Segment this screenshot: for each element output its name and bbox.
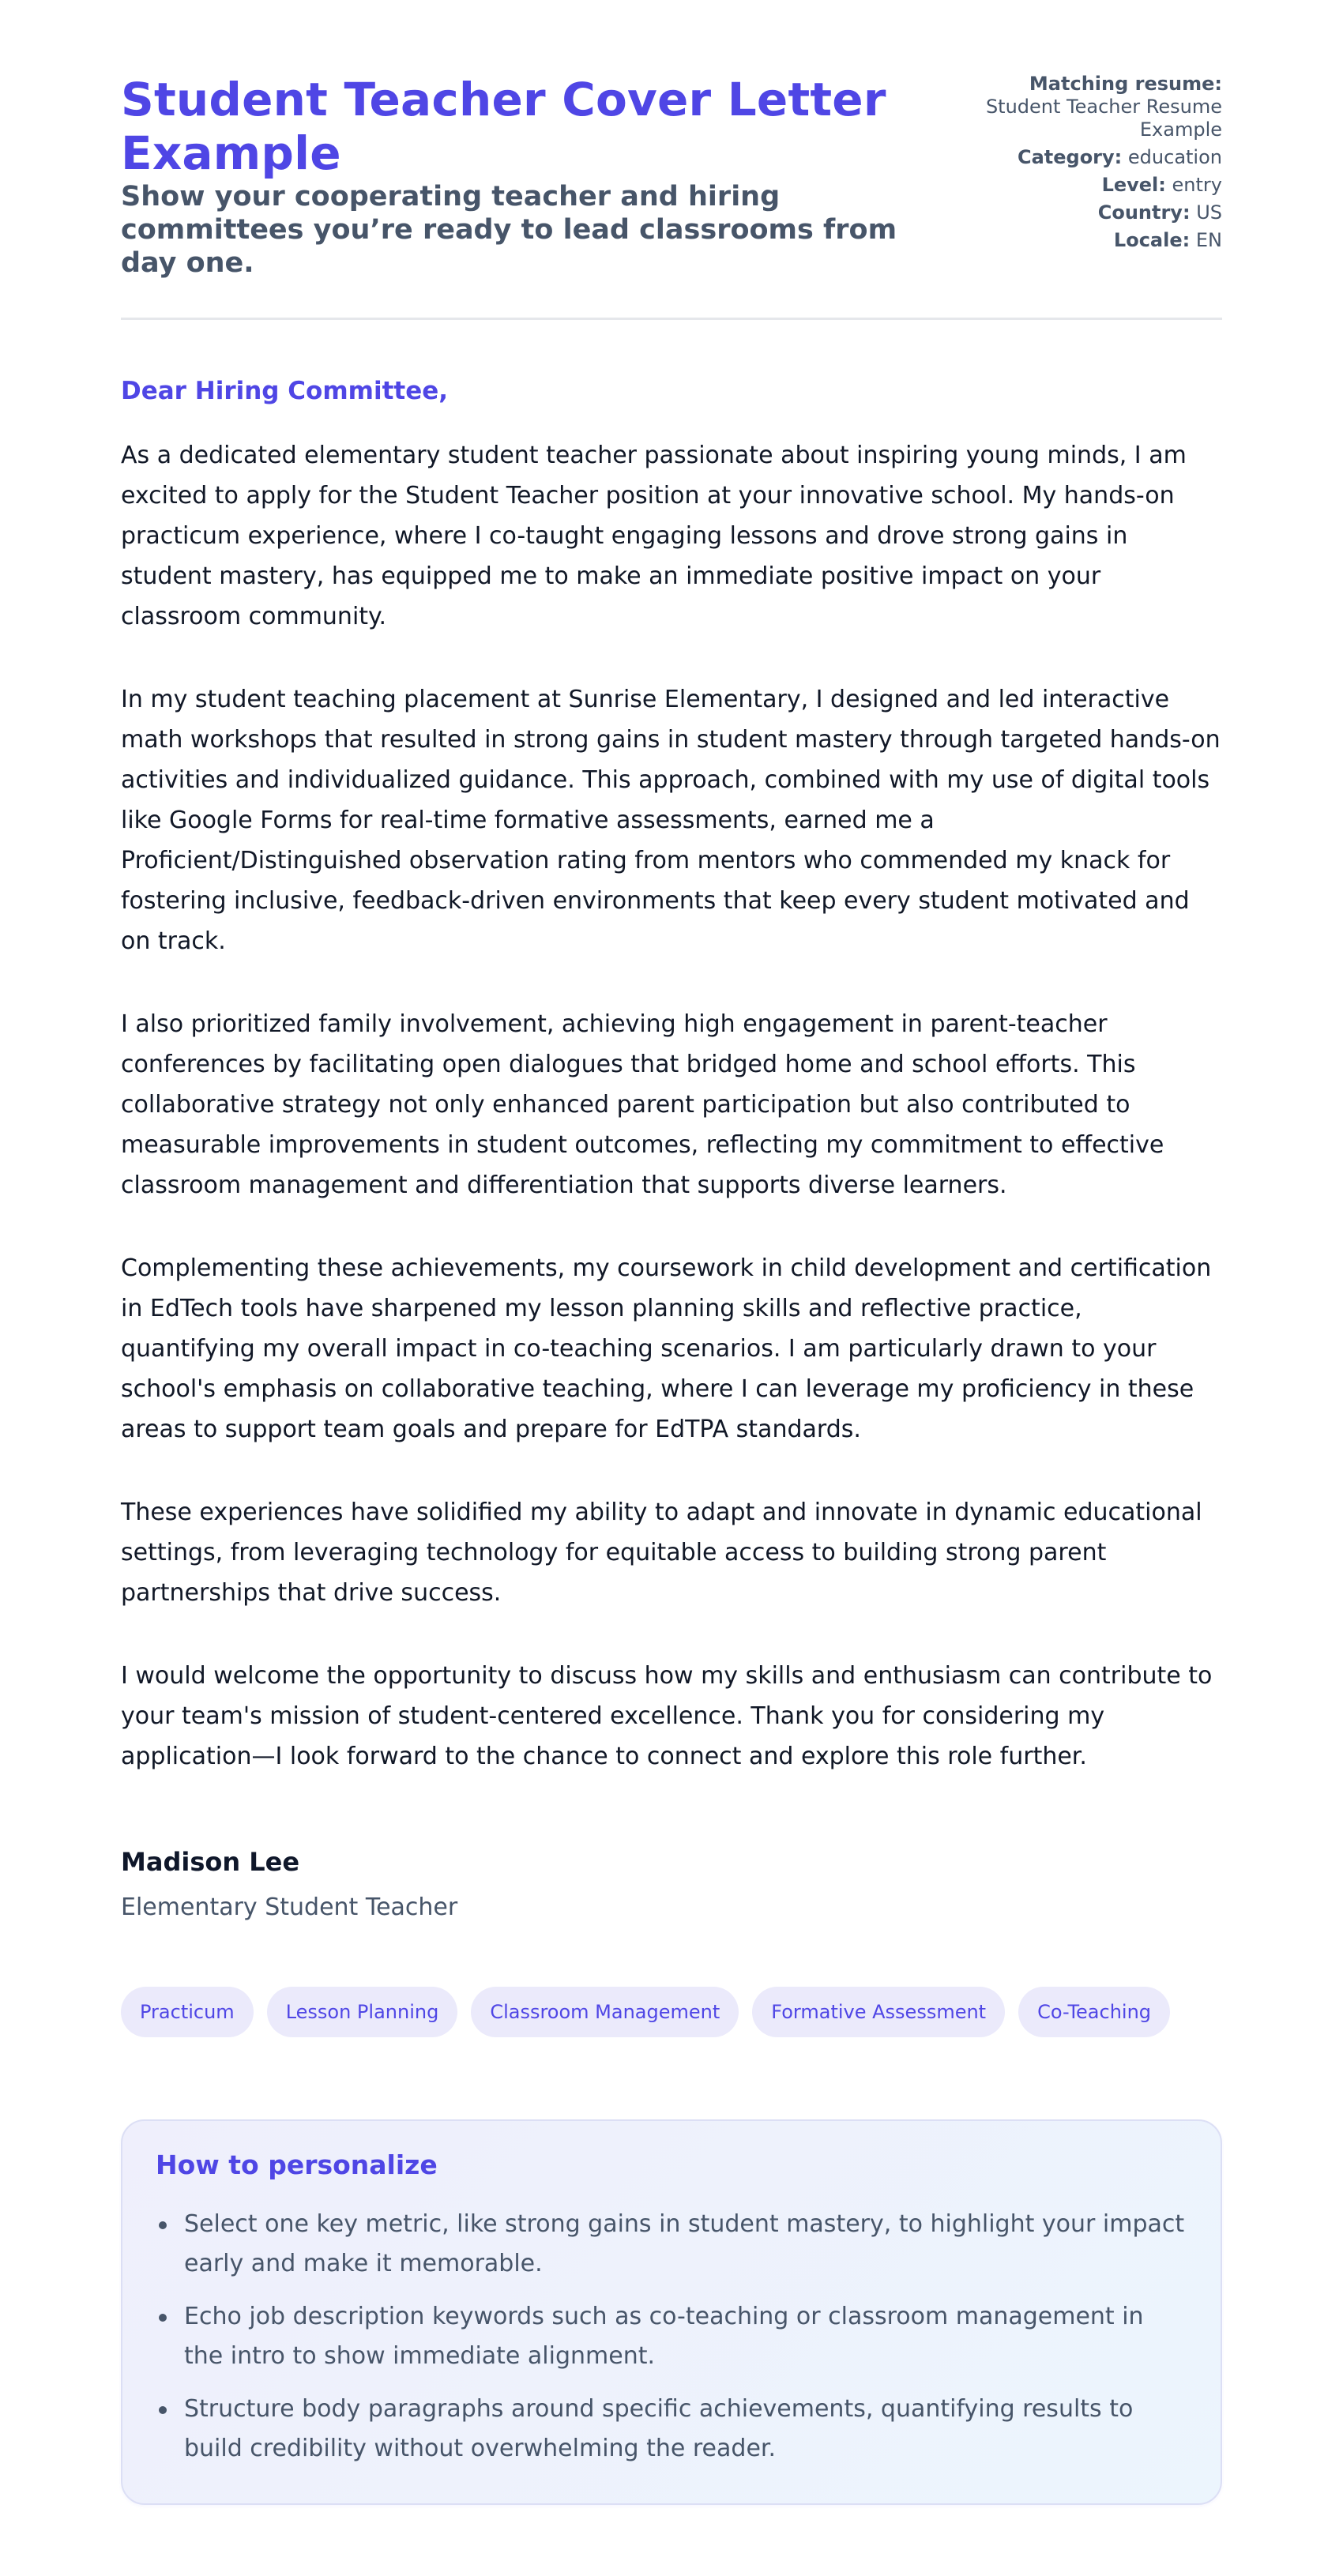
letter-paragraph: In my student teaching placement at Sunrise Elementary, I designed and led interactive math workshops that resulted in strong gains in student mastery through targeted hands-on activities and individualized guidance. This approach, combined with my use of digital tools like Google Forms for real-time formative assessments, earned me a Proficient/Distinguished observation rating from mentors who commended my knack for fostering inclusive, feedback-driven environments that keep every student motivated and on track. (121, 686, 1221, 955)
bullet-icon (159, 2406, 167, 2414)
meta-locale (961, 229, 1222, 252)
meta-value: entry (1172, 174, 1222, 196)
letter-paragraphs (121, 435, 1222, 1777)
salutation: Dear Hiring Committee, (121, 377, 449, 405)
tips-title: How to personalize (156, 2149, 438, 2180)
meta-label: Level: (1101, 174, 1166, 196)
letter-paragraph: I also prioritized family involvement, achieving high engagement in parent-teacher conferences by facilitating open dialogues that bridged home and school efforts. This collaborative strategy not only enhanced parent participation but also contributed to measurable improvements in student outcomes, reflecting my commitment to effective classroom management and differentiation that supports diverse learners. (121, 1010, 1164, 1199)
tip-text: Echo job description keywords such as co-teaching or classroom management in the intro to show immediate alignment. (184, 2303, 1144, 2370)
letter-body (121, 375, 1222, 1924)
bullet-icon (159, 2314, 167, 2322)
page-subtitle: Show your cooperating teacher and hiring committees you’re ready to lead classrooms from day one. (121, 181, 897, 279)
signature-title: Elementary Student Teacher (121, 1893, 458, 1921)
letter-paragraph: I would welcome the opportunity to discuss how my skills and enthusiasm can contribute to your team's mission of student-centered excellence. Thank you for considering my application—I look forward to the chance to connect and explore this role further. (121, 1662, 1213, 1770)
tip-text: Select one key metric, like strong gains in student mastery, to highlight your impact early and make it memorable. (184, 2210, 1185, 2277)
tag-co-teaching[interactable]: Co-Teaching (1018, 1987, 1170, 2037)
cover-letter-page (121, 0, 1222, 2576)
meta-matching-resume (961, 73, 1222, 141)
page-title: Student Teacher Cover Letter Example (121, 73, 886, 180)
meta-label: Category: (1017, 146, 1123, 168)
tip-item (156, 2390, 1187, 2469)
meta-value: EN (1195, 229, 1222, 251)
meta-value: education (1127, 146, 1222, 168)
tag-practicum[interactable]: Practicum (121, 1987, 254, 2037)
skill-tags (121, 1987, 1222, 2037)
meta-label: Country: (1097, 201, 1191, 224)
tag-formative-assessment[interactable]: Formative Assessment (752, 1987, 1005, 2037)
meta-label: Matching resume: (1029, 73, 1222, 95)
signature-block (121, 1846, 1222, 1924)
letter-paragraph: Complementing these achievements, my coursework in child development and certification in EdTech tools have sharpened my lesson planning skills and reflective practice, quantifying my overall impact in co-teaching scenarios. I am particularly drawn to your school's emphasis on collaborative teaching, where I can leverage my proficiency in these areas to support team goals and prepare for EdTPA standards. (121, 1254, 1212, 1443)
tag-classroom-management[interactable]: Classroom Management (471, 1987, 739, 2037)
header-titles (121, 73, 927, 280)
bullet-icon (159, 2221, 167, 2229)
letter-paragraph: As a dedicated elementary student teacher passionate about inspiring young minds, I am excited to apply for the Student Teacher position at your innovative school. My hands-on practicum experience, where I co-taught engaging lessons and drove strong gains in student mastery, has equipped me to make an immediate positive impact on your classroom community. (121, 442, 1187, 630)
letter-paragraph: These experiences have solidified my ability to adapt and innovate in dynamic educational settings, from leveraging technology for equitable access to building strong parent partnerships that drive success. (121, 1499, 1202, 1607)
page-header (121, 73, 1222, 320)
tip-item (156, 2205, 1187, 2284)
matching-resume-link[interactable]: Student Teacher Resume Example (985, 96, 1222, 141)
tip-item (156, 2297, 1187, 2376)
meta-panel (961, 73, 1222, 257)
meta-category (961, 146, 1222, 169)
meta-country (961, 201, 1222, 224)
meta-level (961, 174, 1222, 197)
signature-name: Madison Lee (121, 1847, 300, 1877)
meta-label: Locale: (1113, 229, 1191, 251)
tips-list (156, 2205, 1187, 2469)
meta-value: US (1196, 201, 1222, 224)
tag-lesson-planning[interactable]: Lesson Planning (267, 1987, 458, 2037)
tip-text: Structure body paragraphs around specific achievements, quantifying results to build credibility without overwhelming the reader. (184, 2395, 1134, 2462)
personalize-tips-box (121, 2119, 1222, 2505)
